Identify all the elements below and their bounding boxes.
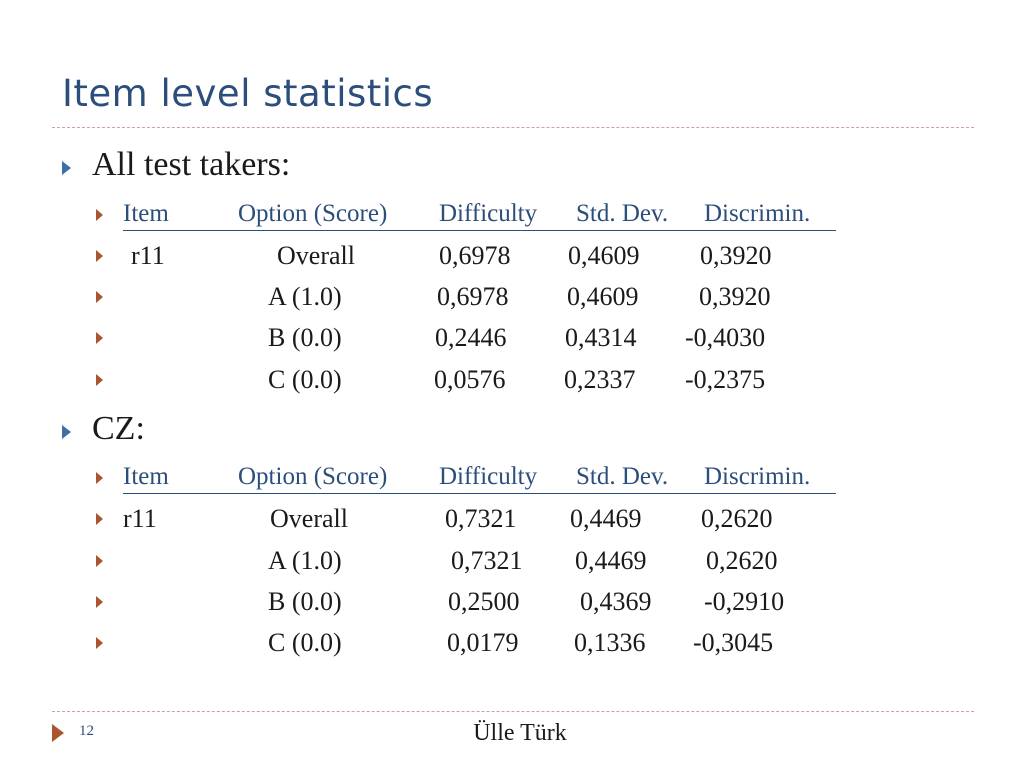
bullet-arrow-icon: [96, 291, 103, 303]
cell-difficulty: 0,2500: [448, 587, 520, 616]
title-divider: [52, 127, 974, 128]
cell-std-dev: 0,4369: [580, 587, 652, 616]
cell-difficulty: 0,0179: [447, 628, 519, 657]
table-row: [0, 546, 1024, 576]
cell-discrimin: 0,2620: [706, 546, 778, 575]
bullet-arrow-icon: [62, 425, 71, 439]
cell-std-dev: 0,4609: [567, 282, 639, 311]
bullet-arrow-icon: [96, 555, 103, 567]
bullet-arrow-icon: [96, 637, 103, 649]
bullet-arrow-icon: [96, 250, 103, 262]
bullet-arrow-icon: [62, 161, 71, 175]
cell-item: r11: [123, 504, 157, 533]
cell-difficulty: 0,6978: [437, 282, 509, 311]
cell-std-dev: 0,4469: [570, 504, 642, 533]
page-number: 12: [79, 723, 94, 739]
slide-title: Item level statistics: [62, 72, 434, 115]
cell-discrimin: -0,4030: [685, 323, 766, 352]
cell-discrimin: -0,3045: [693, 628, 774, 657]
bullet-arrow-icon: [96, 513, 103, 525]
header-discrimin: Discrimin.: [704, 200, 811, 227]
header-option: Option (Score): [238, 200, 388, 227]
cell-option: B (0.0): [268, 323, 342, 352]
cell-difficulty: 0,6978: [439, 241, 511, 270]
cell-difficulty: 0,7321: [445, 504, 517, 533]
table-row: [0, 504, 1024, 534]
bullet-arrow-icon: [96, 332, 103, 344]
cell-option: C (0.0): [268, 365, 342, 394]
section-heading-text: CZ:: [92, 410, 145, 447]
cell-option: A (1.0): [268, 546, 342, 575]
cell-discrimin: -0,2375: [685, 365, 766, 394]
cell-item: r11: [131, 241, 165, 270]
table-row: [0, 587, 1024, 617]
table-header-row: [0, 200, 1024, 230]
bullet-arrow-icon: [96, 209, 103, 221]
footer-author: Ülle Türk: [473, 720, 567, 746]
footer-divider: [52, 711, 974, 712]
cell-discrimin: 0,2620: [701, 504, 773, 533]
header-std-dev: Std. Dev.: [576, 200, 669, 227]
cell-discrimin: -0,2910: [704, 587, 785, 616]
header-option: Option (Score): [238, 463, 388, 490]
table-header-row: [0, 463, 1024, 493]
cell-std-dev: 0,2337: [564, 365, 636, 394]
header-difficulty: Difficulty: [439, 200, 538, 227]
table-row: [0, 323, 1024, 353]
cell-std-dev: 0,4469: [575, 546, 647, 575]
header-item: Item: [123, 200, 169, 227]
cell-std-dev: 0,4609: [568, 241, 640, 270]
cell-std-dev: 0,4314: [565, 323, 637, 352]
header-underline: [123, 230, 836, 231]
cell-option: C (0.0): [268, 628, 342, 657]
header-item: Item: [123, 463, 169, 490]
cell-option: Overall: [277, 241, 355, 270]
cell-discrimin: 0,3920: [699, 282, 771, 311]
bullet-arrow-icon: [96, 374, 103, 386]
cell-discrimin: 0,3920: [700, 241, 772, 270]
cell-std-dev: 0,1336: [574, 628, 646, 657]
bullet-arrow-icon: [96, 596, 103, 608]
table-row: [0, 241, 1024, 271]
section-heading-text: All test takers:: [92, 146, 291, 183]
cell-option: Overall: [270, 504, 348, 533]
cell-difficulty: 0,2446: [435, 323, 507, 352]
cell-difficulty: 0,0576: [434, 365, 506, 394]
cell-option: A (1.0): [268, 282, 342, 311]
cell-difficulty: 0,7321: [451, 546, 523, 575]
table-row: [0, 282, 1024, 312]
cell-option: B (0.0): [268, 587, 342, 616]
header-discrimin: Discrimin.: [704, 463, 811, 490]
header-difficulty: Difficulty: [439, 463, 538, 490]
header-underline: [123, 493, 836, 494]
bullet-arrow-icon: [96, 472, 103, 484]
table-row: [0, 628, 1024, 658]
header-std-dev: Std. Dev.: [576, 463, 669, 490]
table-row: [0, 365, 1024, 395]
